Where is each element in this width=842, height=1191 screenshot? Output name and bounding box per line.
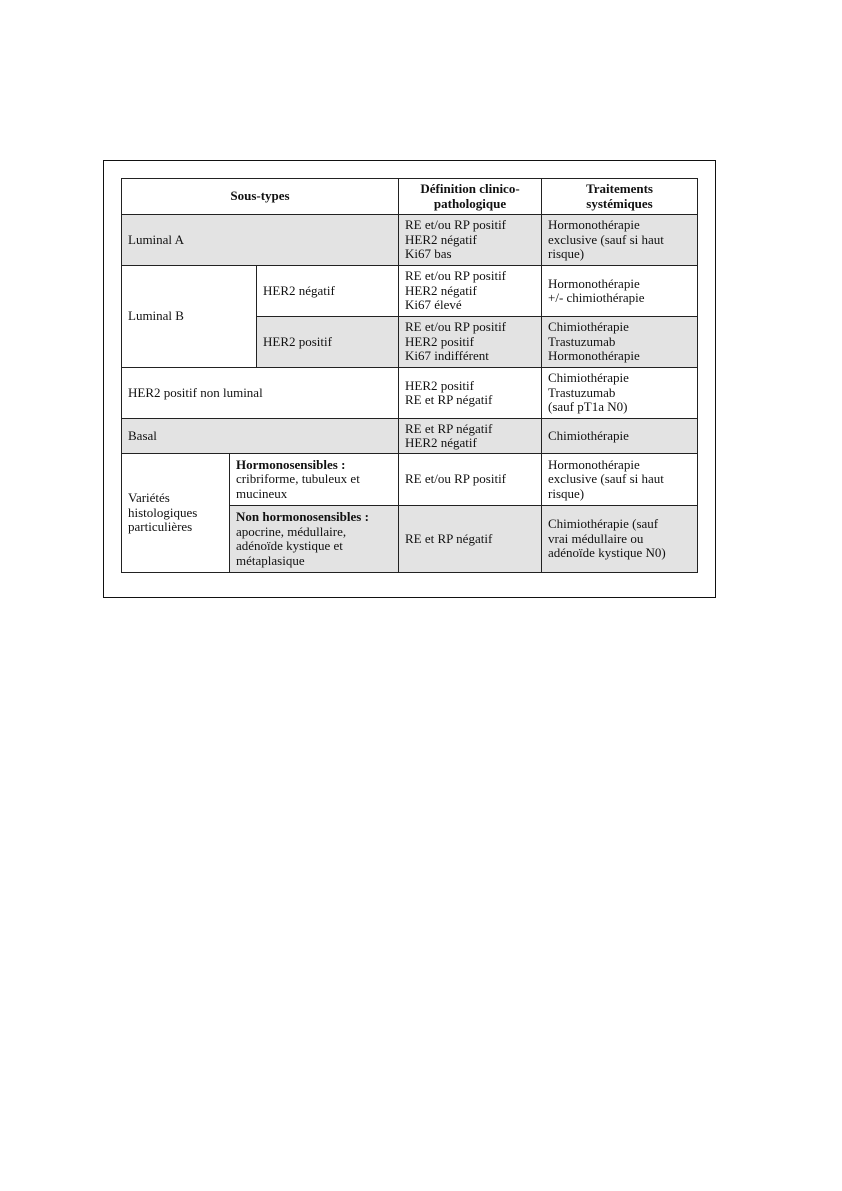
- hormonosensitive-desc: cribriforme, tubuleux et mucineux: [236, 471, 360, 501]
- luminal-a-treatment: Hormonothérapie exclusive (sauf si haut risque): [542, 215, 698, 266]
- hormonosensitive-treatment: Hormonothérapie exclusive (sauf si haut risque): [542, 454, 698, 506]
- hormonosensitive-title: Hormonosensibles :: [236, 456, 346, 472]
- hormonosensitive-cell: [230, 454, 399, 506]
- header-subtypes: Sous-types: [122, 179, 399, 215]
- row-luminal-b-her2-neg: [122, 266, 698, 317]
- header-row: [122, 179, 698, 215]
- luminal-a-definition: RE et/ou RP positif HER2 négatif Ki67 bas: [399, 215, 542, 266]
- luminal-b-her2-neg-label: HER2 négatif: [257, 266, 399, 317]
- non-hormonosensitive-cell: [230, 506, 399, 573]
- luminal-b-her2-pos-label: HER2 positif: [257, 317, 399, 368]
- non-hormonosensitive-definition: RE et RP négatif: [399, 506, 542, 573]
- non-hormonosensitive-title: Non hormonosensibles :: [236, 509, 369, 524]
- basal-label: Basal: [122, 419, 399, 454]
- header-treatments: Traitements systémiques: [542, 179, 698, 215]
- her2-non-luminal-label: HER2 positif non luminal: [122, 368, 399, 419]
- luminal-b-her2-pos-treatment: Chimiothérapie Trastuzumab Hormonothérapie: [542, 317, 698, 368]
- basal-definition: RE et RP négatif HER2 négatif: [399, 419, 542, 454]
- her2-non-luminal-treatment: Chimiothérapie Trastuzumab (sauf pT1a N0): [542, 368, 698, 419]
- histological-label: Variétés histologiques particulières: [122, 454, 230, 573]
- her2-non-luminal-definition: HER2 positif RE et RP négatif: [399, 368, 542, 419]
- luminal-b-her2-neg-definition: RE et/ou RP positif HER2 négatif Ki67 élevé: [399, 266, 542, 317]
- non-hormonosensitive-desc: apocrine, médullaire, adénoïde kystique et métaplasique: [236, 523, 347, 568]
- row-her2-non-luminal: [122, 368, 698, 419]
- subtypes-table: [121, 178, 698, 573]
- row-luminal-a: [122, 215, 698, 266]
- luminal-b-her2-neg-treatment: Hormonothérapie +/- chimiothérapie: [542, 266, 698, 317]
- hormonosensitive-definition: RE et/ou RP positif: [399, 454, 542, 506]
- row-hormonosensitive: [122, 454, 698, 506]
- luminal-b-label: Luminal B: [122, 266, 257, 368]
- luminal-b-her2-pos-definition: RE et/ou RP positif HER2 positif Ki67 indifférent: [399, 317, 542, 368]
- row-basal: [122, 419, 698, 454]
- non-hormonosensitive-treatment: Chimiothérapie (sauf vrai médullaire ou adénoïde kystique N0): [542, 506, 698, 573]
- basal-treatment: Chimiothérapie: [542, 419, 698, 454]
- luminal-a-label: Luminal A: [122, 215, 399, 266]
- header-definition: Définition clinico- pathologique: [399, 179, 542, 215]
